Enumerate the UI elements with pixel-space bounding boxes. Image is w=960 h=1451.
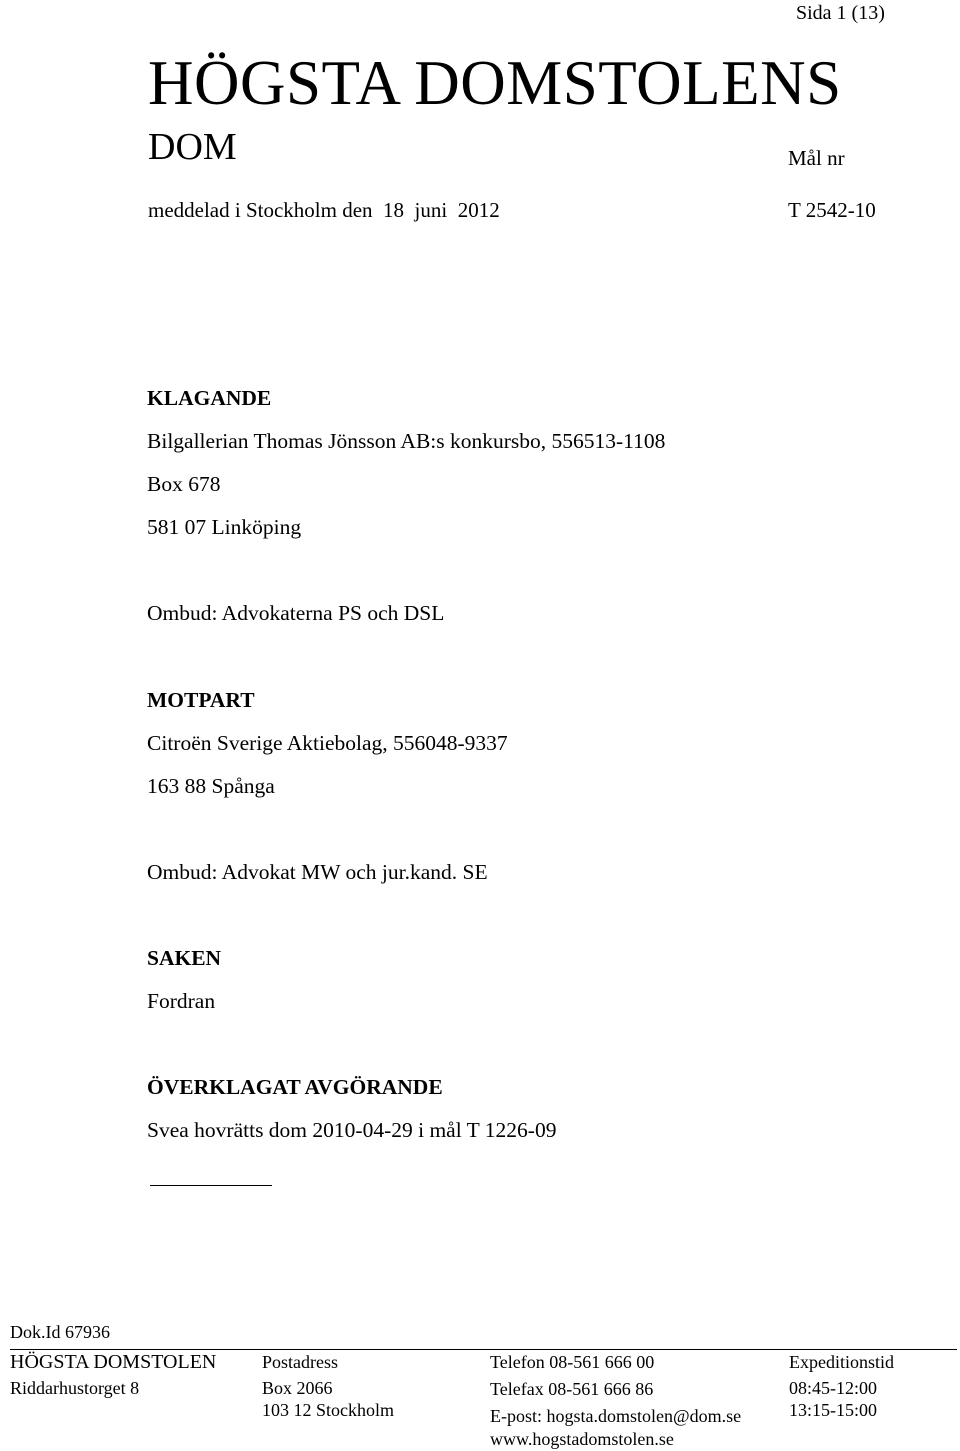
document-type: DOM xyxy=(148,126,237,168)
klagande-address-line2: 581 07 Linköping xyxy=(147,515,302,539)
page-number: Sida 1 (13) xyxy=(796,2,885,24)
motpart-address-line1: 163 88 Spånga xyxy=(147,774,275,798)
footer-postal-city: 103 12 Stockholm xyxy=(262,1400,395,1420)
overklagat-text: Svea hovrätts dom 2010-04-29 i mål T 1226-09 xyxy=(147,1118,557,1142)
klagande-name: Bilgallerian Thomas Jönsson AB:s konkursbo, 556513-1108 xyxy=(147,429,666,453)
klagande-heading: KLAGANDE xyxy=(147,386,272,410)
document-id: Dok.Id 67936 xyxy=(10,1322,110,1342)
saken-text: Fordran xyxy=(147,989,216,1013)
saken-heading: SAKEN xyxy=(147,946,222,970)
overklagat-heading: ÖVERKLAGAT AVGÖRANDE xyxy=(147,1075,443,1099)
case-number: T 2542-10 xyxy=(788,198,876,222)
motpart-counsel: Ombud: Advokat MW och jur.kand. SE xyxy=(147,860,488,884)
footer-postal-label: Postadress xyxy=(262,1352,338,1372)
issued-line: meddelad i Stockholm den 18 juni 2012 xyxy=(148,198,500,222)
footer-email: E-post: hogsta.domstolen@dom.se xyxy=(490,1406,742,1426)
footer-divider xyxy=(10,1349,957,1350)
court-title: HÖGSTA DOMSTOLENS xyxy=(148,48,842,118)
case-number-label: Mål nr xyxy=(788,146,845,170)
footer-phone: Telefon 08-561 666 00 xyxy=(490,1352,655,1372)
footer-hours-label: Expeditionstid xyxy=(789,1352,894,1372)
footer-postal-box: Box 2066 xyxy=(262,1378,333,1398)
footer-website: www.hogstadomstolen.se xyxy=(490,1429,674,1449)
section-separator xyxy=(150,1185,272,1186)
footer-hours-afternoon: 13:15-15:00 xyxy=(789,1400,877,1420)
motpart-heading: MOTPART xyxy=(147,688,255,712)
footer-court-name: HÖGSTA DOMSTOLEN xyxy=(10,1351,217,1373)
motpart-name: Citroën Sverige Aktiebolag, 556048-9337 xyxy=(147,731,508,755)
klagande-counsel: Ombud: Advokaterna PS och DSL xyxy=(147,601,445,625)
klagande-address-line1: Box 678 xyxy=(147,472,221,496)
footer-visiting-address: Riddarhustorget 8 xyxy=(10,1378,140,1398)
footer-fax: Telefax 08-561 666 86 xyxy=(490,1379,654,1399)
footer-hours-morning: 08:45-12:00 xyxy=(789,1378,877,1398)
